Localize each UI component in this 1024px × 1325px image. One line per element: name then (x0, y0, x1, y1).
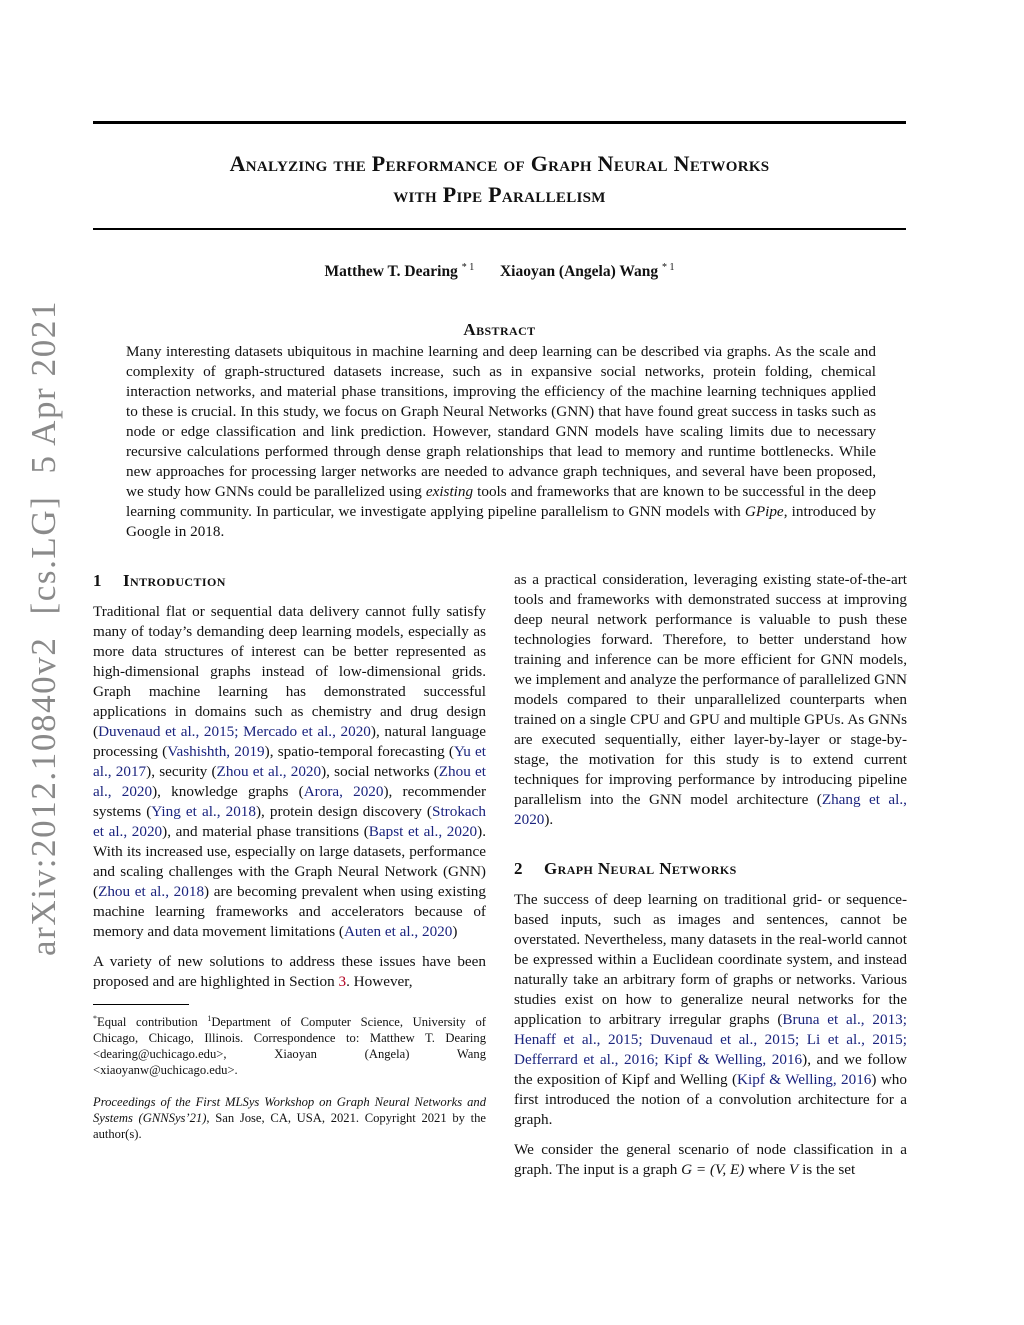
abstract-emphasis: existing (425, 483, 474, 500)
title-rule-top (93, 121, 906, 124)
arxiv-id: arXiv:2012.10840v2 (24, 636, 63, 956)
paper-title (93, 148, 906, 210)
body-text: ), recommender systems ( (93, 783, 487, 820)
section-heading-introduction (93, 570, 486, 592)
title-rule-bottom (93, 228, 906, 230)
section-title: Introduction (123, 571, 226, 590)
body-text: is the set (798, 1161, 856, 1178)
section-number: 1 (93, 571, 102, 590)
footnote-text: , San Jose, CA, USA, 2021. Copyright 2021 by the author(s). (93, 1111, 486, 1142)
body-text: ), natural language processing ( (93, 723, 486, 760)
citation-link[interactable]: Duvenaud et al., 2015; Mercado et al., 2020 (98, 723, 371, 740)
body-text: ), spatio-temporal forecasting ( (264, 743, 454, 760)
citation-link[interactable]: Bapst et al., 2020 (368, 823, 478, 840)
body-text: The success of deep learning on traditional grid- or sequence-based inputs, such as images and sentences, cannot be overstated. Nevertheless, many datasets in the real-world cannot be expressed within a Euclidean coordinate system, and instead naturally take an arbitrary form of graphs or networks. Various studies exist on how to generalize neural networks for the application to arbitrary irregular graphs ( (514, 891, 907, 1028)
abstract-text: tools and frameworks that are known to be successful in the deep learning community. In particular, we investigate applying pipeline parallelism to GNN models with (126, 483, 876, 520)
body-text: ). (544, 811, 554, 828)
footnote-mark: * (93, 1014, 97, 1023)
body-text: Traditional flat or sequential data delivery cannot fully satisfy many of today’s demanding deep learning models, especially as more data structures of interest can be better represented as high-dimensional graphs instead of low-dimensional grids. Graph machine learning has demonstrated successful applications in domains such as chemistry and drug design ( (93, 603, 486, 740)
gnn-paragraph-2 (514, 1140, 907, 1180)
body-text: ), and material phase transitions ( (162, 823, 369, 840)
footnote-text: Department of Computer Science, University of Chicago, Chicago, Illinois. Correspondence to: Matthew T. Dearing <dearing@uchicago.edu>, Xiaoyan (Angela) Wang <xiaoyanw@uchicago.edu>. (93, 1015, 487, 1078)
section-number: 2 (514, 859, 523, 878)
abstract-body (126, 342, 876, 542)
intro-paragraph-continued (514, 570, 907, 830)
citation-link[interactable]: Ying et al., 2018 (151, 803, 256, 820)
body-text: ), and we follow the exposition of Kipf and Welling ( (514, 1051, 907, 1088)
body-text: We consider the general scenario of node classification in a graph. The input is a graph (514, 1141, 907, 1178)
section-heading-gnn (514, 858, 907, 880)
body-text: ) (452, 923, 458, 940)
abstract-text: Many interesting datasets ubiquitous in machine learning and deep learning can be described via graphs. As the scale and complexity of graph-structured datasets increase, such as in expansive social networks, protein folding, chemical interaction networks, and material phase transitions, improving the efficiency of the machine learning techniques applied to these is crucial. In this study, we focus on Graph Neural Networks (GNN) that have found great success in tasks such as node or edge classification and link prediction. However, standard GNN models have scaling limits due to necessary recursive calculations performed through dense graph relationships that lead to memory and runtime bottlenecks. While new approaches for processing larger networks are needed to advance graph techniques, and several have been proposed, we study how GNNs could be parallelized using (126, 343, 876, 500)
citation-link[interactable]: Zhou et al., 2018 (98, 883, 205, 900)
arxiv-date: 5 Apr 2021 (24, 299, 63, 474)
author-marks: * 1 (461, 262, 475, 273)
math-expression: G = (V, E) (681, 1161, 745, 1178)
title-line-1: Analyzing the Performance of Graph Neural Networks (229, 151, 770, 176)
footnote-mark: 1 (207, 1014, 212, 1023)
body-text: ), knowledge graphs ( (152, 783, 304, 800)
author-name: Matthew T. Dearing (324, 263, 458, 281)
body-text: as a practical consideration, leveraging existing state-of-the-art tools and frameworks with demonstrated success at improving deep neural network performance is valuable to push these technologies forward. Therefore, to better understand how training and inference can be more efficient for GNN models, we implement and analyze the performance of parallelized GNN models compared to their unparallelized counterparts when trained on a single CPU and GPU and multiple GPUs. As GNNs are executed sequentially, either layer-by-layer or stage-by-stage, the motivation for this study is to extend current techniques for improving performance by introducing pipeline parallelism into the GNN model architecture ( (514, 571, 908, 808)
abstract-text: , introduced by Google in 2018. (126, 503, 876, 540)
intro-paragraph-1 (93, 602, 486, 942)
intro-paragraph-2 (93, 952, 486, 992)
gnn-paragraph-1 (514, 890, 907, 1130)
footnote-affiliation (93, 1011, 486, 1078)
citation-link[interactable]: Zhou et al., 2020 (216, 763, 322, 780)
math-expression: V (789, 1161, 799, 1178)
author-marks: * 1 (662, 262, 675, 273)
section-ref-link[interactable]: 3 (338, 973, 347, 990)
footnote-venue (93, 1094, 486, 1142)
citation-link[interactable]: Kipf & Welling, 2016 (737, 1071, 872, 1088)
abstract-heading: Abstract (463, 320, 536, 339)
right-column (514, 570, 907, 1180)
citation-link[interactable]: Yu et al., 2017 (93, 743, 486, 780)
citation-link[interactable]: Auten et al., 2020 (343, 923, 453, 940)
title-line-2: with Pipe Parallelism (393, 182, 606, 207)
section-title: Graph Neural Networks (544, 859, 737, 878)
body-text: ) are becoming prevalent when using existing machine learning frameworks and accelerators because of memory and data movement limitations ( (93, 883, 486, 940)
author-list (93, 262, 906, 281)
author-name: Xiaoyan (Angela) Wang (499, 263, 659, 281)
body-text: ), social networks ( (321, 763, 439, 780)
citation-link[interactable]: Strokach et al., 2020 (93, 803, 486, 840)
citation-link[interactable]: Bruna et al., 2013; Henaff et al., 2015; Duvenaud et al., 2015; Li et al., 2015; Defferrard et al., 2016; Kipf & Welling, 2016 (514, 1011, 907, 1068)
left-column (93, 570, 486, 1142)
footnote-rule (93, 1004, 189, 1005)
footnote-text: Equal contribution (97, 1015, 208, 1030)
body-text: . However, (346, 973, 413, 990)
citation-link[interactable]: Arora, 2020 (303, 783, 384, 800)
body-text: ). With its increased use, especially on large datasets, performance and scaling challenges with the Graph Neural Network (GNN) ( (93, 823, 487, 900)
venue-title: Proceedings of the First MLSys Workshop on Graph Neural Networks and Systems (GNNSys’21) (93, 1095, 486, 1126)
citation-link[interactable]: Zhou et al., 2020 (93, 763, 486, 800)
citation-link[interactable]: Vashishth, 2019 (167, 743, 265, 760)
body-text: where (744, 1161, 789, 1178)
body-text: A variety of new solutions to address these issues have been proposed and are highlighted in Section (93, 953, 486, 990)
citation-link[interactable]: Zhang et al., 2020 (514, 791, 907, 828)
body-text: ) who first introduced the notion of a convolution architecture for a graph. (514, 1071, 907, 1128)
body-text: ), protein design discovery ( (255, 803, 432, 820)
abstract-emphasis: GPipe (744, 503, 784, 520)
body-text: ), security ( (146, 763, 217, 780)
arxiv-stamp (24, 300, 64, 956)
arxiv-category: [cs.LG] (24, 495, 63, 615)
